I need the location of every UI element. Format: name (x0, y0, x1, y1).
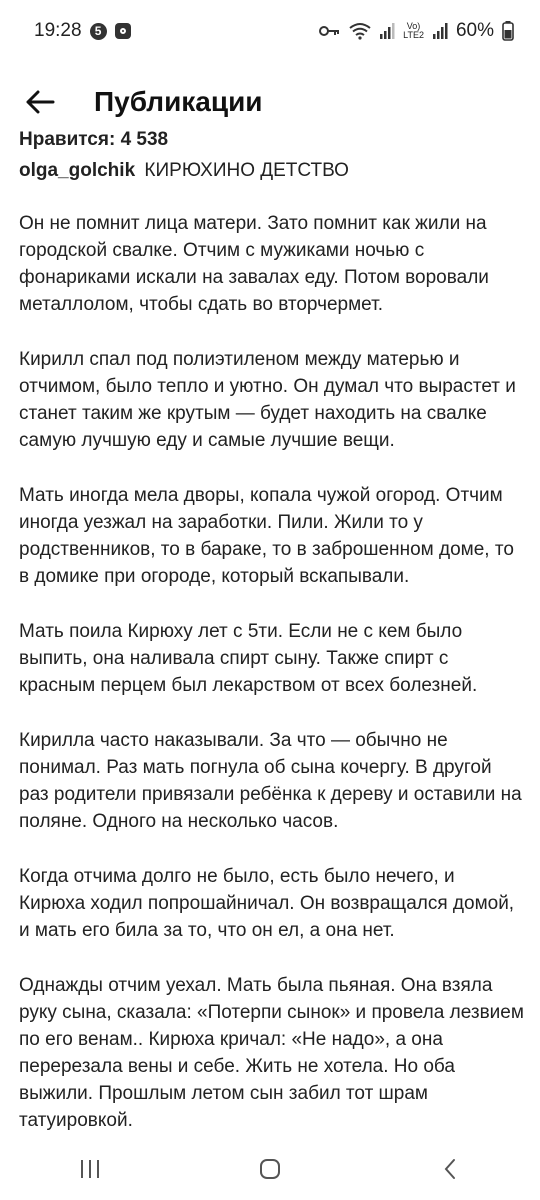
post-title: КИРЮХИНО ДЕТСТВО (144, 160, 349, 181)
caption-paragraph-4: Мать поила Кирюху лет с 5ти. Если не с кем было выпить, она наливала спирт сыну. Также спирт с красным перцем был лекарством от всех болезней. (19, 621, 478, 696)
battery-percent: 60% (455, 20, 494, 41)
volte-bottom: LTE2 (403, 30, 424, 40)
caption-paragraph-2: Кирилл спал под полиэтиленом между матерью и отчимом, было тепло и уютно. Он думал что вырастет и станет таким же крутым — будет находить на свалке самую лучшую еду и самые лучшие вещи. (19, 349, 516, 451)
page-title: Публикации (94, 86, 263, 117)
signal-icon-2 (432, 23, 448, 39)
username-link[interactable]: olga_golchik (19, 160, 136, 181)
caption-paragraph-5: Кирилла часто наказывали. За что — обычно не понимал. Раз мать погнула об сына кочергу. В другой раз родители привязали ребёнка к дереву и оставили на поляне. Одного на несколько часов. (19, 730, 522, 832)
notification-app-icon (115, 23, 131, 39)
key-icon (319, 25, 341, 37)
wifi-icon (349, 22, 371, 40)
status-bar (0, 0, 540, 62)
status-right (319, 20, 514, 42)
clock: 19:28 (34, 20, 82, 41)
system-nav-bar (0, 1138, 540, 1200)
notification-badge-icon: 5 (90, 23, 107, 40)
home-button[interactable] (240, 1144, 300, 1194)
recents-button[interactable] (60, 1144, 120, 1194)
arrow-left-icon (25, 90, 55, 114)
status-left (34, 20, 131, 42)
signal-icon (379, 23, 395, 39)
battery-icon (502, 21, 514, 41)
caption-header (19, 156, 524, 186)
caption-paragraph-1: Он не помнит лица матери. Зато помнит как жили на городской свалке. Отчим с мужиками ночью с фонариками искали на завалах еду. Потом воровали металлолом, чтобы сдать во вторчермет. (19, 213, 489, 315)
likes-count[interactable]: Нравится: 4 538 (19, 129, 169, 150)
caption-paragraph-6: Когда отчима долго не было, есть было нечего, и Кирюха ходил попрошайничал. Он возвращался домой, и мать его била за то, что он ел, а она нет. (19, 866, 515, 941)
recent-apps-icon (79, 1159, 101, 1179)
post-content (19, 120, 524, 1153)
home-icon (259, 1158, 281, 1180)
caption-paragraph-7: Однажды отчим уехал. Мать была пьяная. Она взяла руку сына, сказала: «Потерпи сынок» и провела лезвием по его венам.. Кирюха кричал: «Не надо», а она перерезала вены и себе. Жить не хотела. Но оба выжили. Прошлым летом сын забил тот шрам татуировкой. (19, 975, 524, 1131)
caption-paragraph-3: Мать иногда мела дворы, копала чужой огород. Отчим иногда уезжал на заработки. Пили. Жили то у родственников, то в бараке, то в заброшенном доме, то в домике при огороде, который вскапывали. (19, 485, 514, 587)
volte-top: Vo) (406, 21, 421, 31)
volte-indicator (403, 22, 424, 40)
nav-back-button[interactable] (420, 1144, 480, 1194)
chevron-left-icon (443, 1158, 457, 1180)
